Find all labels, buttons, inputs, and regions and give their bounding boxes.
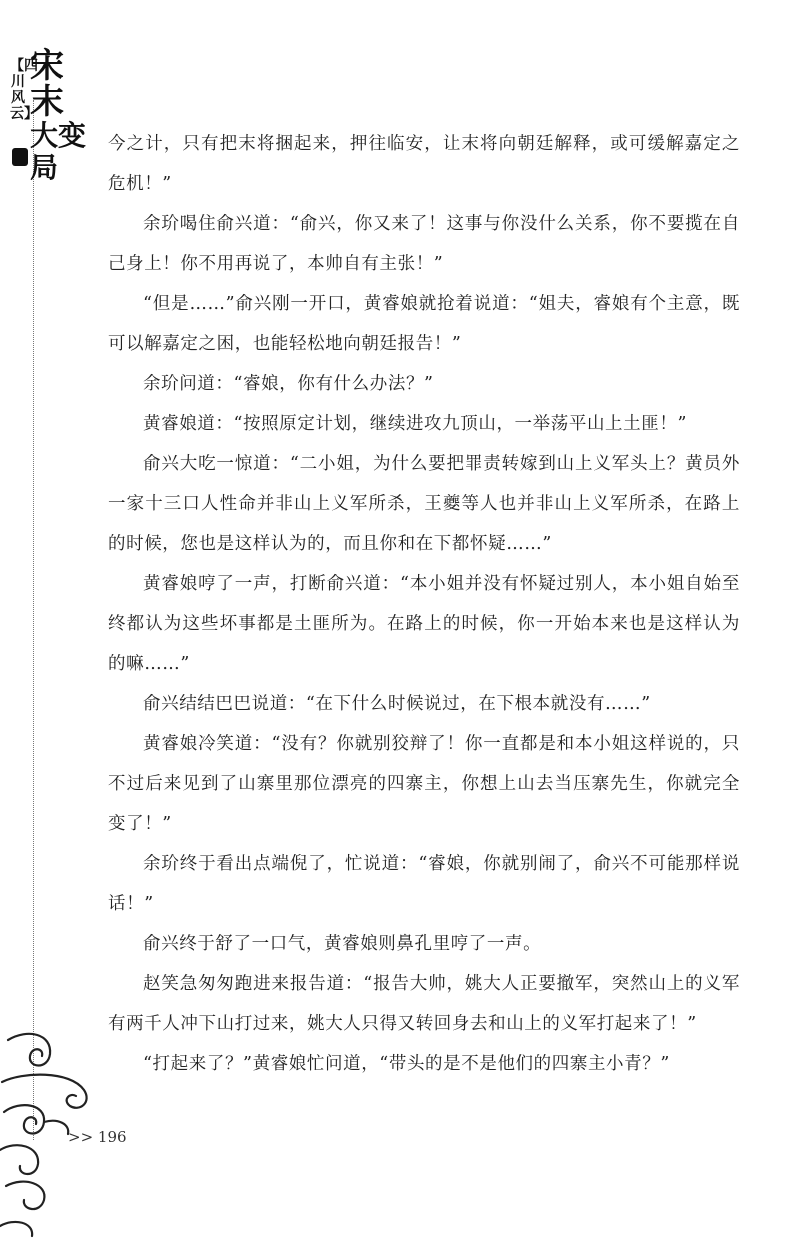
cloud-ornament-icon	[0, 1000, 100, 1243]
paragraph: “打起来了？”黄睿娘忙问道，“带头的是不是他们的四寨主小青？”	[143, 1054, 670, 1074]
paragraph: 余玠喝住俞兴道：“俞兴，你又来了！这事与你没什么关系，你不要揽在自己身上！你不用再说了，本帅自有主张！”	[108, 214, 740, 274]
book-title-line2: 大变局	[30, 119, 87, 184]
paragraph: 赵笑急匆匆跑进来报告道：“报告大帅，姚大人正要撤军，突然山上的义军有两千人冲下山打过来，姚大人只得又转回身去和山上的义军打起来了！”	[108, 974, 740, 1034]
paragraph: 黄睿娘哼了一声，打断俞兴道：“本小姐并没有怀疑过别人，本小姐自始至终都认为这些坏事都是土匪所为。在路上的时候，你一开始本来也是这样认为的嘛……”	[108, 574, 740, 674]
margin-dotted-line	[33, 100, 34, 1140]
text-body	[108, 124, 740, 1084]
paragraph: 余玠问道：“睿娘，你有什么办法？”	[143, 374, 434, 394]
paragraph: 黄睿娘道：“按照原定计划，继续进攻九顶山，一举荡平山上土匪！”	[143, 414, 687, 434]
paragraph: “但是……”俞兴刚一开口，黄睿娘就抢着说道：“姐夫，睿娘有个主意，既可以解嘉定之困，也能轻松地向朝廷报告！”	[108, 294, 740, 354]
paragraph: 黄睿娘冷笑道：“没有？你就别狡辩了！你一直都是和本小姐这样说的，只不过后来见到了山寨里那位漂亮的四寨主，你想上山去当压寨先生，你就完全变了！”	[108, 734, 740, 834]
book-title	[30, 48, 90, 184]
page-number: >> 196	[68, 1128, 127, 1146]
paragraph: 俞兴大吃一惊道：“二小姐，为什么要把罪责转嫁到山上义军头上？黄员外一家十三口人性命并非山上义军所杀，王夔等人也并非山上义军所杀，在路上的时候，您也是这样认为的，而且你和在下都怀疑……”	[108, 454, 740, 554]
paragraph: 俞兴结结巴巴说道：“在下什么时候说过，在下根本就没有……”	[143, 694, 651, 714]
series-label: 【四川风云】	[10, 58, 38, 122]
paragraph: 俞兴终于舒了一口气，黄睿娘则鼻孔里哼了一声。	[143, 934, 542, 954]
paragraph: 余玠终于看出点端倪了，忙说道：“睿娘，你就别闹了，俞兴不可能那样说话！”	[108, 854, 740, 914]
paragraph: 今之计，只有把末将捆起来，押往临安，让末将向朝廷解释，或可缓解嘉定之危机！”	[108, 134, 740, 194]
book-title-line1: 宋末	[30, 46, 64, 122]
seal-icon	[12, 148, 28, 166]
